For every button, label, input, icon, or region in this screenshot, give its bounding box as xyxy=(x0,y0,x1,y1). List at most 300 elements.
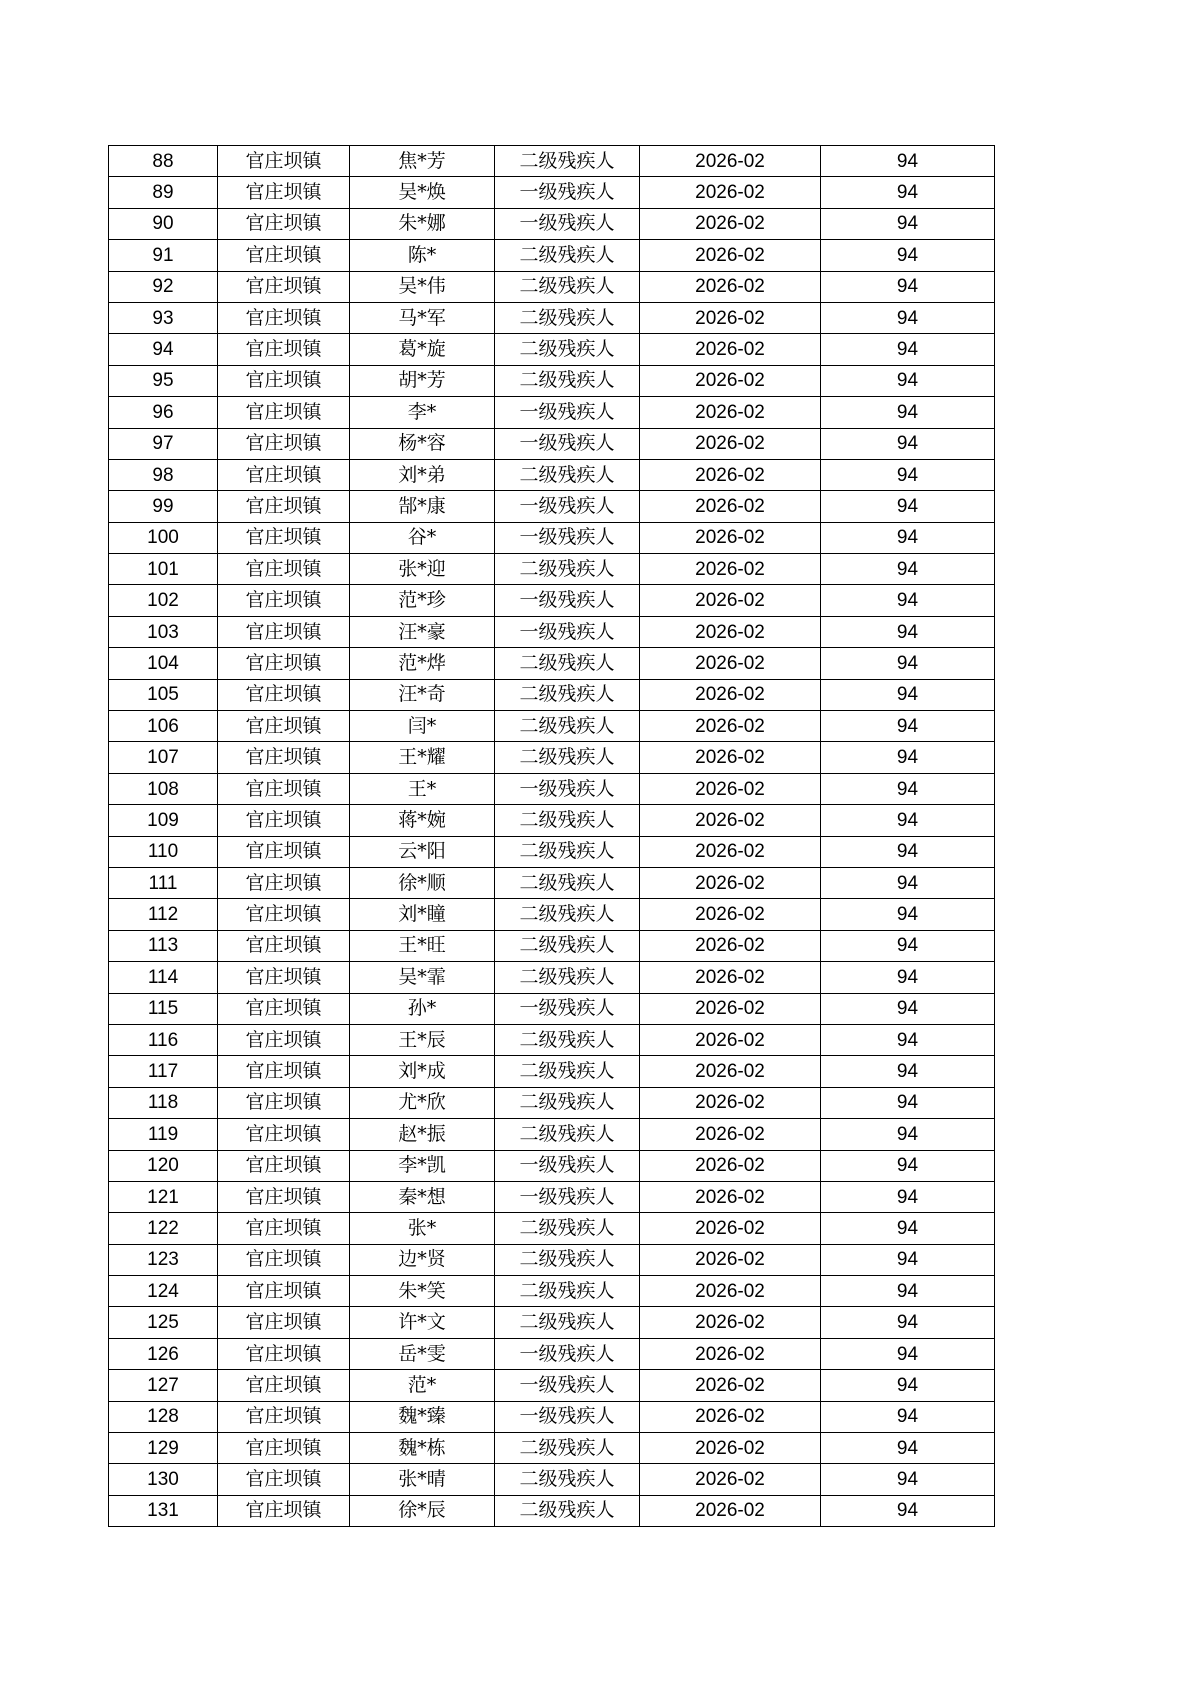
table-row xyxy=(109,491,995,522)
disability-level-cell: 一级残疾人 xyxy=(495,522,640,553)
disability-level-cell: 二级残疾人 xyxy=(495,334,640,365)
table-row xyxy=(109,302,995,333)
amount-cell: 94 xyxy=(821,1150,995,1181)
person-name-cell: 吴*霏 xyxy=(350,962,495,993)
person-name-cell: 魏*臻 xyxy=(350,1401,495,1432)
table-row xyxy=(109,993,995,1024)
disability-level-cell: 二级残疾人 xyxy=(495,867,640,898)
amount-cell: 94 xyxy=(821,1024,995,1055)
month-cell: 2026-02 xyxy=(640,1338,821,1369)
town-cell: 官庄坝镇 xyxy=(218,522,350,553)
person-name-cell: 吴*焕 xyxy=(350,177,495,208)
person-name-cell: 王* xyxy=(350,773,495,804)
table-row xyxy=(109,1370,995,1401)
serial-number-cell: 112 xyxy=(109,899,218,930)
amount-cell: 94 xyxy=(821,711,995,742)
person-name-cell: 谷* xyxy=(350,522,495,553)
serial-number-cell: 119 xyxy=(109,1119,218,1150)
table-row xyxy=(109,334,995,365)
amount-cell: 94 xyxy=(821,459,995,490)
disability-subsidy-table xyxy=(108,145,995,1527)
town-cell: 官庄坝镇 xyxy=(218,1244,350,1275)
amount-cell: 94 xyxy=(821,899,995,930)
amount-cell: 94 xyxy=(821,1276,995,1307)
amount-cell: 94 xyxy=(821,302,995,333)
amount-cell: 94 xyxy=(821,1307,995,1338)
person-name-cell: 许*文 xyxy=(350,1307,495,1338)
amount-cell: 94 xyxy=(821,146,995,177)
amount-cell: 94 xyxy=(821,208,995,239)
disability-level-cell: 二级残疾人 xyxy=(495,711,640,742)
amount-cell: 94 xyxy=(821,1056,995,1087)
town-cell: 官庄坝镇 xyxy=(218,773,350,804)
month-cell: 2026-02 xyxy=(640,1307,821,1338)
table-row xyxy=(109,271,995,302)
town-cell: 官庄坝镇 xyxy=(218,930,350,961)
disability-level-cell: 一级残疾人 xyxy=(495,1370,640,1401)
table-row xyxy=(109,867,995,898)
disability-level-cell: 二级残疾人 xyxy=(495,805,640,836)
serial-number-cell: 99 xyxy=(109,491,218,522)
serial-number-cell: 123 xyxy=(109,1244,218,1275)
person-name-cell: 范*烨 xyxy=(350,648,495,679)
amount-cell: 94 xyxy=(821,742,995,773)
serial-number-cell: 101 xyxy=(109,554,218,585)
table-row xyxy=(109,1276,995,1307)
disability-level-cell: 二级残疾人 xyxy=(495,1276,640,1307)
month-cell: 2026-02 xyxy=(640,459,821,490)
disability-level-cell: 二级残疾人 xyxy=(495,1024,640,1055)
serial-number-cell: 104 xyxy=(109,648,218,679)
town-cell: 官庄坝镇 xyxy=(218,459,350,490)
amount-cell: 94 xyxy=(821,1244,995,1275)
serial-number-cell: 126 xyxy=(109,1338,218,1369)
town-cell: 官庄坝镇 xyxy=(218,365,350,396)
person-name-cell: 葛*旋 xyxy=(350,334,495,365)
town-cell: 官庄坝镇 xyxy=(218,491,350,522)
amount-cell: 94 xyxy=(821,616,995,647)
table-row xyxy=(109,1338,995,1369)
month-cell: 2026-02 xyxy=(640,679,821,710)
month-cell: 2026-02 xyxy=(640,146,821,177)
serial-number-cell: 96 xyxy=(109,397,218,428)
table-row xyxy=(109,1181,995,1212)
disability-level-cell: 一级残疾人 xyxy=(495,208,640,239)
table-row xyxy=(109,711,995,742)
disability-level-cell: 二级残疾人 xyxy=(495,459,640,490)
town-cell: 官庄坝镇 xyxy=(218,616,350,647)
disability-level-cell: 二级残疾人 xyxy=(495,146,640,177)
disability-level-cell: 二级残疾人 xyxy=(495,271,640,302)
month-cell: 2026-02 xyxy=(640,1087,821,1118)
person-name-cell: 范*珍 xyxy=(350,585,495,616)
person-name-cell: 汪*奇 xyxy=(350,679,495,710)
disability-level-cell: 二级残疾人 xyxy=(495,648,640,679)
town-cell: 官庄坝镇 xyxy=(218,805,350,836)
serial-number-cell: 105 xyxy=(109,679,218,710)
town-cell: 官庄坝镇 xyxy=(218,1401,350,1432)
month-cell: 2026-02 xyxy=(640,616,821,647)
town-cell: 官庄坝镇 xyxy=(218,1150,350,1181)
person-name-cell: 胡*芳 xyxy=(350,365,495,396)
town-cell: 官庄坝镇 xyxy=(218,1024,350,1055)
amount-cell: 94 xyxy=(821,1433,995,1464)
amount-cell: 94 xyxy=(821,554,995,585)
person-name-cell: 马*军 xyxy=(350,302,495,333)
month-cell: 2026-02 xyxy=(640,302,821,333)
serial-number-cell: 115 xyxy=(109,993,218,1024)
table-row xyxy=(109,1401,995,1432)
person-name-cell: 边*贤 xyxy=(350,1244,495,1275)
person-name-cell: 张* xyxy=(350,1213,495,1244)
town-cell: 官庄坝镇 xyxy=(218,1087,350,1118)
serial-number-cell: 103 xyxy=(109,616,218,647)
table-row xyxy=(109,365,995,396)
amount-cell: 94 xyxy=(821,1087,995,1118)
table-row xyxy=(109,679,995,710)
disability-level-cell: 一级残疾人 xyxy=(495,397,640,428)
serial-number-cell: 93 xyxy=(109,302,218,333)
person-name-cell: 蒋*婉 xyxy=(350,805,495,836)
disability-level-cell: 一级残疾人 xyxy=(495,585,640,616)
person-name-cell: 秦*想 xyxy=(350,1181,495,1212)
table-row xyxy=(109,1024,995,1055)
month-cell: 2026-02 xyxy=(640,1276,821,1307)
serial-number-cell: 128 xyxy=(109,1401,218,1432)
person-name-cell: 刘*弟 xyxy=(350,459,495,490)
amount-cell: 94 xyxy=(821,334,995,365)
disability-level-cell: 一级残疾人 xyxy=(495,428,640,459)
serial-number-cell: 94 xyxy=(109,334,218,365)
table-row xyxy=(109,1495,995,1526)
town-cell: 官庄坝镇 xyxy=(218,146,350,177)
table-row xyxy=(109,585,995,616)
amount-cell: 94 xyxy=(821,397,995,428)
town-cell: 官庄坝镇 xyxy=(218,1370,350,1401)
month-cell: 2026-02 xyxy=(640,773,821,804)
serial-number-cell: 122 xyxy=(109,1213,218,1244)
month-cell: 2026-02 xyxy=(640,1056,821,1087)
disability-level-cell: 二级残疾人 xyxy=(495,1087,640,1118)
amount-cell: 94 xyxy=(821,1213,995,1244)
person-name-cell: 李* xyxy=(350,397,495,428)
month-cell: 2026-02 xyxy=(640,867,821,898)
table-row xyxy=(109,240,995,271)
disability-level-cell: 一级残疾人 xyxy=(495,177,640,208)
serial-number-cell: 114 xyxy=(109,962,218,993)
town-cell: 官庄坝镇 xyxy=(218,899,350,930)
serial-number-cell: 108 xyxy=(109,773,218,804)
serial-number-cell: 131 xyxy=(109,1495,218,1526)
table-row xyxy=(109,1119,995,1150)
table-row xyxy=(109,616,995,647)
town-cell: 官庄坝镇 xyxy=(218,1495,350,1526)
serial-number-cell: 113 xyxy=(109,930,218,961)
month-cell: 2026-02 xyxy=(640,648,821,679)
table-row xyxy=(109,1433,995,1464)
amount-cell: 94 xyxy=(821,271,995,302)
town-cell: 官庄坝镇 xyxy=(218,1213,350,1244)
amount-cell: 94 xyxy=(821,1495,995,1526)
table-row xyxy=(109,1307,995,1338)
serial-number-cell: 100 xyxy=(109,522,218,553)
serial-number-cell: 116 xyxy=(109,1024,218,1055)
table-row xyxy=(109,773,995,804)
town-cell: 官庄坝镇 xyxy=(218,1433,350,1464)
amount-cell: 94 xyxy=(821,1401,995,1432)
town-cell: 官庄坝镇 xyxy=(218,993,350,1024)
serial-number-cell: 125 xyxy=(109,1307,218,1338)
town-cell: 官庄坝镇 xyxy=(218,648,350,679)
month-cell: 2026-02 xyxy=(640,491,821,522)
person-name-cell: 徐*辰 xyxy=(350,1495,495,1526)
disability-level-cell: 二级残疾人 xyxy=(495,1433,640,1464)
person-name-cell: 云*阳 xyxy=(350,836,495,867)
month-cell: 2026-02 xyxy=(640,397,821,428)
month-cell: 2026-02 xyxy=(640,554,821,585)
amount-cell: 94 xyxy=(821,648,995,679)
amount-cell: 94 xyxy=(821,1370,995,1401)
month-cell: 2026-02 xyxy=(640,428,821,459)
serial-number-cell: 90 xyxy=(109,208,218,239)
disability-level-cell: 二级残疾人 xyxy=(495,1307,640,1338)
month-cell: 2026-02 xyxy=(640,1213,821,1244)
month-cell: 2026-02 xyxy=(640,993,821,1024)
person-name-cell: 王*耀 xyxy=(350,742,495,773)
serial-number-cell: 92 xyxy=(109,271,218,302)
amount-cell: 94 xyxy=(821,365,995,396)
month-cell: 2026-02 xyxy=(640,208,821,239)
month-cell: 2026-02 xyxy=(640,1024,821,1055)
amount-cell: 94 xyxy=(821,930,995,961)
town-cell: 官庄坝镇 xyxy=(218,679,350,710)
serial-number-cell: 88 xyxy=(109,146,218,177)
person-name-cell: 汪*豪 xyxy=(350,616,495,647)
town-cell: 官庄坝镇 xyxy=(218,1276,350,1307)
person-name-cell: 吴*伟 xyxy=(350,271,495,302)
disability-level-cell: 一级残疾人 xyxy=(495,1401,640,1432)
amount-cell: 94 xyxy=(821,585,995,616)
month-cell: 2026-02 xyxy=(640,177,821,208)
month-cell: 2026-02 xyxy=(640,1181,821,1212)
serial-number-cell: 117 xyxy=(109,1056,218,1087)
table-row xyxy=(109,1244,995,1275)
disability-level-cell: 二级残疾人 xyxy=(495,1119,640,1150)
disability-level-cell: 一级残疾人 xyxy=(495,1150,640,1181)
month-cell: 2026-02 xyxy=(640,1370,821,1401)
person-name-cell: 王*辰 xyxy=(350,1024,495,1055)
table-row xyxy=(109,146,995,177)
town-cell: 官庄坝镇 xyxy=(218,711,350,742)
disability-level-cell: 一级残疾人 xyxy=(495,616,640,647)
disability-level-cell: 二级残疾人 xyxy=(495,930,640,961)
serial-number-cell: 130 xyxy=(109,1464,218,1495)
table-row xyxy=(109,805,995,836)
month-cell: 2026-02 xyxy=(640,836,821,867)
table-row xyxy=(109,177,995,208)
table-row xyxy=(109,459,995,490)
amount-cell: 94 xyxy=(821,773,995,804)
serial-number-cell: 110 xyxy=(109,836,218,867)
table-row xyxy=(109,1150,995,1181)
month-cell: 2026-02 xyxy=(640,334,821,365)
amount-cell: 94 xyxy=(821,428,995,459)
table-row xyxy=(109,208,995,239)
disability-level-cell: 二级残疾人 xyxy=(495,1244,640,1275)
serial-number-cell: 118 xyxy=(109,1087,218,1118)
table-row xyxy=(109,1087,995,1118)
table-row xyxy=(109,1213,995,1244)
table-row xyxy=(109,1464,995,1495)
town-cell: 官庄坝镇 xyxy=(218,1119,350,1150)
person-name-cell: 郜*康 xyxy=(350,491,495,522)
town-cell: 官庄坝镇 xyxy=(218,1307,350,1338)
amount-cell: 94 xyxy=(821,679,995,710)
serial-number-cell: 109 xyxy=(109,805,218,836)
table-row xyxy=(109,930,995,961)
disability-level-cell: 二级残疾人 xyxy=(495,1213,640,1244)
town-cell: 官庄坝镇 xyxy=(218,585,350,616)
person-name-cell: 范* xyxy=(350,1370,495,1401)
town-cell: 官庄坝镇 xyxy=(218,1181,350,1212)
amount-cell: 94 xyxy=(821,836,995,867)
serial-number-cell: 97 xyxy=(109,428,218,459)
serial-number-cell: 106 xyxy=(109,711,218,742)
serial-number-cell: 124 xyxy=(109,1276,218,1307)
person-name-cell: 尤*欣 xyxy=(350,1087,495,1118)
amount-cell: 94 xyxy=(821,1338,995,1369)
table-row xyxy=(109,836,995,867)
disability-level-cell: 一级残疾人 xyxy=(495,993,640,1024)
amount-cell: 94 xyxy=(821,522,995,553)
disability-level-cell: 一级残疾人 xyxy=(495,1338,640,1369)
disability-level-cell: 二级残疾人 xyxy=(495,962,640,993)
amount-cell: 94 xyxy=(821,491,995,522)
disability-level-cell: 二级残疾人 xyxy=(495,240,640,271)
month-cell: 2026-02 xyxy=(640,365,821,396)
person-name-cell: 张*迎 xyxy=(350,554,495,585)
amount-cell: 94 xyxy=(821,867,995,898)
amount-cell: 94 xyxy=(821,962,995,993)
disability-level-cell: 二级残疾人 xyxy=(495,742,640,773)
serial-number-cell: 107 xyxy=(109,742,218,773)
month-cell: 2026-02 xyxy=(640,1119,821,1150)
person-name-cell: 陈* xyxy=(350,240,495,271)
table-body xyxy=(109,146,995,1527)
month-cell: 2026-02 xyxy=(640,899,821,930)
disability-level-cell: 一级残疾人 xyxy=(495,491,640,522)
month-cell: 2026-02 xyxy=(640,930,821,961)
disability-level-cell: 二级残疾人 xyxy=(495,1056,640,1087)
town-cell: 官庄坝镇 xyxy=(218,867,350,898)
month-cell: 2026-02 xyxy=(640,240,821,271)
amount-cell: 94 xyxy=(821,1119,995,1150)
town-cell: 官庄坝镇 xyxy=(218,177,350,208)
table-row xyxy=(109,962,995,993)
disability-level-cell: 二级残疾人 xyxy=(495,1495,640,1526)
town-cell: 官庄坝镇 xyxy=(218,742,350,773)
month-cell: 2026-02 xyxy=(640,585,821,616)
town-cell: 官庄坝镇 xyxy=(218,302,350,333)
amount-cell: 94 xyxy=(821,177,995,208)
amount-cell: 94 xyxy=(821,1181,995,1212)
person-name-cell: 岳*雯 xyxy=(350,1338,495,1369)
amount-cell: 94 xyxy=(821,805,995,836)
month-cell: 2026-02 xyxy=(640,742,821,773)
disability-level-cell: 二级残疾人 xyxy=(495,836,640,867)
serial-number-cell: 91 xyxy=(109,240,218,271)
month-cell: 2026-02 xyxy=(640,1464,821,1495)
table-row xyxy=(109,522,995,553)
person-name-cell: 闫* xyxy=(350,711,495,742)
person-name-cell: 王*旺 xyxy=(350,930,495,961)
serial-number-cell: 127 xyxy=(109,1370,218,1401)
table-row xyxy=(109,554,995,585)
table-row xyxy=(109,742,995,773)
month-cell: 2026-02 xyxy=(640,1150,821,1181)
town-cell: 官庄坝镇 xyxy=(218,1338,350,1369)
town-cell: 官庄坝镇 xyxy=(218,208,350,239)
month-cell: 2026-02 xyxy=(640,1495,821,1526)
month-cell: 2026-02 xyxy=(640,271,821,302)
person-name-cell: 刘*成 xyxy=(350,1056,495,1087)
disability-level-cell: 二级残疾人 xyxy=(495,899,640,930)
town-cell: 官庄坝镇 xyxy=(218,397,350,428)
person-name-cell: 孙* xyxy=(350,993,495,1024)
serial-number-cell: 121 xyxy=(109,1181,218,1212)
amount-cell: 94 xyxy=(821,240,995,271)
town-cell: 官庄坝镇 xyxy=(218,836,350,867)
person-name-cell: 徐*顺 xyxy=(350,867,495,898)
serial-number-cell: 95 xyxy=(109,365,218,396)
person-name-cell: 刘*瞳 xyxy=(350,899,495,930)
disability-level-cell: 二级残疾人 xyxy=(495,554,640,585)
serial-number-cell: 111 xyxy=(109,867,218,898)
serial-number-cell: 102 xyxy=(109,585,218,616)
amount-cell: 94 xyxy=(821,993,995,1024)
person-name-cell: 李*凯 xyxy=(350,1150,495,1181)
month-cell: 2026-02 xyxy=(640,711,821,742)
disability-level-cell: 二级残疾人 xyxy=(495,1464,640,1495)
disability-level-cell: 一级残疾人 xyxy=(495,773,640,804)
table-row xyxy=(109,428,995,459)
person-name-cell: 魏*栋 xyxy=(350,1433,495,1464)
table-row xyxy=(109,397,995,428)
month-cell: 2026-02 xyxy=(640,962,821,993)
person-name-cell: 朱*笑 xyxy=(350,1276,495,1307)
disability-level-cell: 二级残疾人 xyxy=(495,365,640,396)
serial-number-cell: 120 xyxy=(109,1150,218,1181)
town-cell: 官庄坝镇 xyxy=(218,1056,350,1087)
person-name-cell: 焦*芳 xyxy=(350,146,495,177)
person-name-cell: 赵*振 xyxy=(350,1119,495,1150)
disability-level-cell: 一级残疾人 xyxy=(495,1181,640,1212)
serial-number-cell: 89 xyxy=(109,177,218,208)
serial-number-cell: 98 xyxy=(109,459,218,490)
table-row xyxy=(109,1056,995,1087)
town-cell: 官庄坝镇 xyxy=(218,1464,350,1495)
month-cell: 2026-02 xyxy=(640,1401,821,1432)
disability-level-cell: 二级残疾人 xyxy=(495,302,640,333)
amount-cell: 94 xyxy=(821,1464,995,1495)
month-cell: 2026-02 xyxy=(640,805,821,836)
person-name-cell: 杨*容 xyxy=(350,428,495,459)
disability-level-cell: 二级残疾人 xyxy=(495,679,640,710)
town-cell: 官庄坝镇 xyxy=(218,240,350,271)
month-cell: 2026-02 xyxy=(640,1433,821,1464)
town-cell: 官庄坝镇 xyxy=(218,334,350,365)
table-row xyxy=(109,899,995,930)
